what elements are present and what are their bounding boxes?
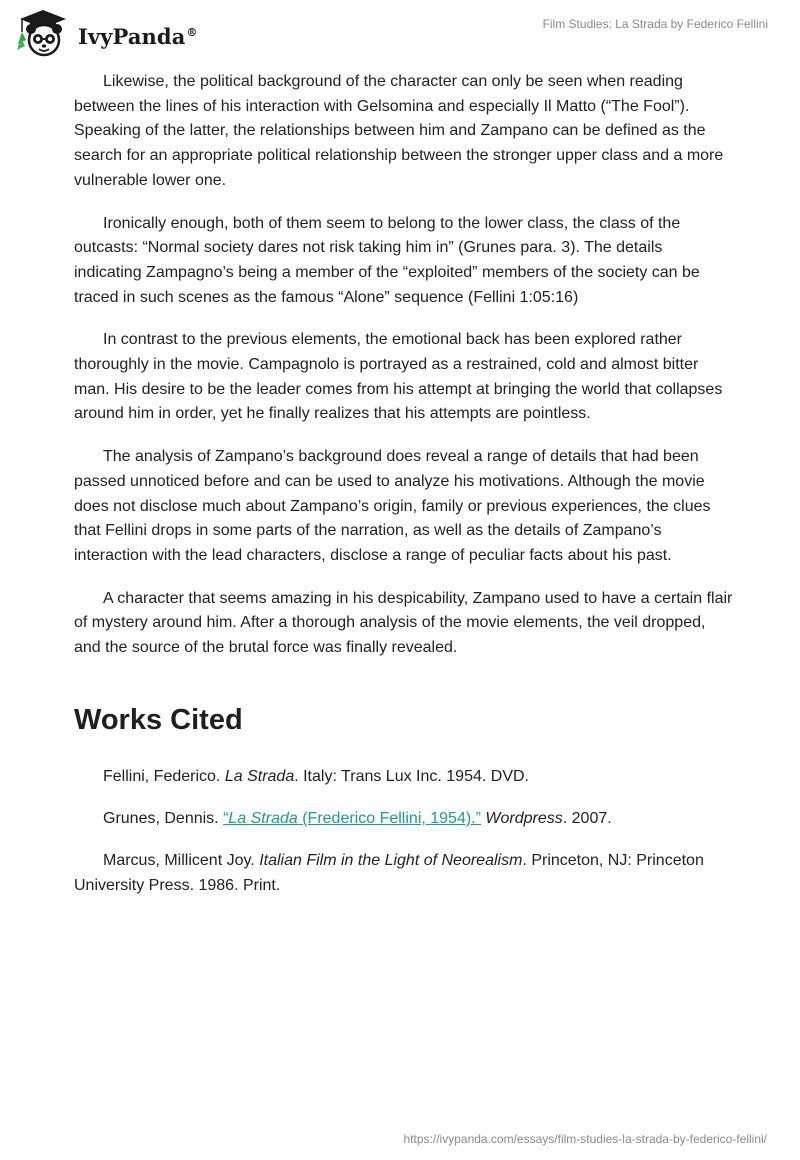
ivypanda-logo[interactable] [16, 8, 198, 58]
citation-title: Italian Film in the Light of Neorealism [259, 852, 523, 869]
logo-wordmark: IvyPanda® [78, 23, 198, 49]
citation-author: Grunes, Dennis. [103, 810, 224, 827]
citation-details: . Italy: Trans Lux Inc. 1954. DVD. [294, 768, 529, 785]
document-title: Film Studies: La Strada by Federico Fellini [542, 17, 768, 31]
page-header [0, 0, 800, 64]
citation-source: Wordpress [485, 810, 563, 827]
essay-body [74, 70, 734, 679]
citation-title: La Strada [224, 768, 295, 785]
body-paragraph: Ironically enough, both of them seem to belong to the lower class, the class of the outcasts: “Normal society dares not risk taking him in” (Grunes para. 3). The details indicating Zampagno’s being a member of the “exploited” members of the society can be traced in such scenes as the famous “Alone” sequence (Fellini 1:05:16) [74, 214, 700, 306]
body-paragraph: In contrast to the previous elements, the emotional back has been explored rather thoroughly in the movie. Campagnolo is portrayed as a restrained, cold and almost bitter man. His desire to be the leader comes from his attempt at bringing the world that collapses around him in order, yet he finally realizes that his attempts are pointless. [74, 331, 723, 423]
citation-grunes [74, 806, 734, 831]
works-cited-heading: Works Cited [74, 704, 243, 736]
citation-link[interactable]: “La Strada (Frederico Fellini, 1954).” [223, 810, 481, 827]
body-paragraph: The analysis of Zampano’s background does reveal a range of details that had been passed unnoticed before and can be used to analyze his motivations. Although the movie does not disclose much about Zampano’s origin, family or previous experiences, the clues that Fellini drops in some parts of the narration, as well as the details of Zampano’s interaction with the lead characters, disclose a range of peculiar facts about his past. [74, 448, 711, 564]
citation-details: . Princeton, NJ: Princeton University Press. 1986. Print. [74, 852, 704, 894]
citation-details: . 2007. [562, 810, 612, 827]
citation-author: Marcus, Millicent Joy. [103, 852, 260, 869]
works-cited-list [74, 764, 734, 915]
body-paragraph: A character that seems amazing in his despicability, Zampano used to have a certain flair of mystery around him. After a thorough analysis of the movie elements, the veil dropped, and the source of the brutal force was finally revealed. [74, 589, 733, 657]
panda-graduate-icon [16, 8, 70, 58]
page-url: https://ivypanda.com/essays/film-studies-la-strada-by-federico-fellini/ [403, 1132, 767, 1146]
citation-fellini [74, 764, 734, 789]
citation-marcus [74, 848, 734, 898]
registered-mark: ® [186, 25, 198, 39]
body-paragraph: Likewise, the political background of the character can only be seen when reading between the lines of his interaction with Gelsomina and especially Il Matto (“The Fool”). Speaking of the latter, the relationships between him and Zampano can be defined as the search for an appropriate political relationship between the stronger upper class and a more vulnerable lower one. [74, 73, 724, 189]
citation-author: Fellini, Federico. [103, 768, 225, 785]
